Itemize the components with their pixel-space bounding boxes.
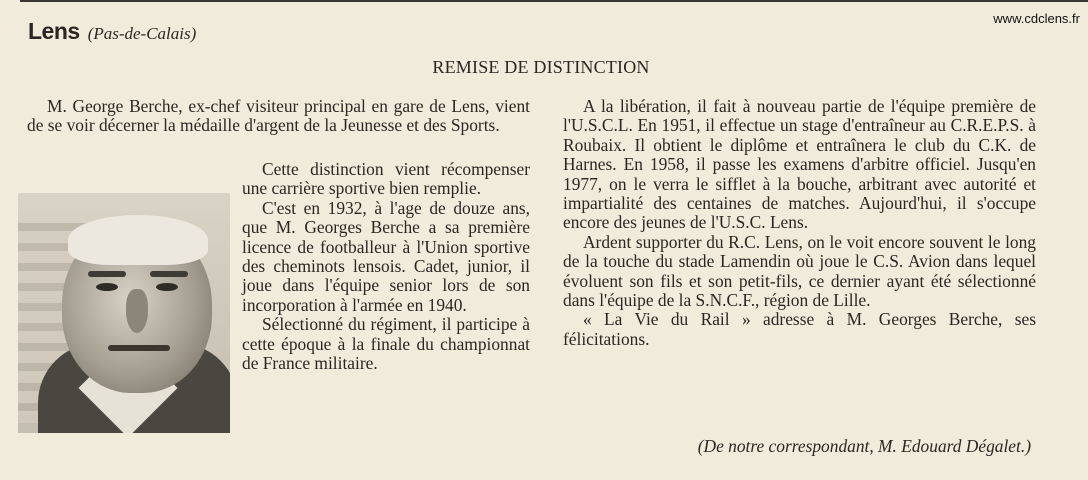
portrait-photo (18, 193, 230, 433)
article-lead (27, 97, 530, 136)
top-rule (20, 0, 1088, 2)
lead-paragraph: M. George Berche, ex-chef visiteur principal en gare de Lens, vient de se voir décerner la médaille d'argent de la Jeunesse et des Sports. (27, 96, 530, 136)
paragraph: C'est en 1932, à l'age de douze ans, que M. Georges Berche a sa première licence de footballeur à l'Union sportive des cheminots lensois. Cadet, junior, il joue dans l'équipe senior lors de son incorporation à l'armée en 1940. (242, 197, 530, 315)
byline: (De notre correspondant, M. Edouard Dégalet.) (697, 436, 1031, 456)
paragraph: Ardent supporter du R.C. Lens, on le voit encore souvent le long de la touche du stade Lamendin où joue le C.S. Avion dans lequel évoluent son fils et son petit-fils, ce dernier ayant été sélectionné dans l'équipe de la S.N.C.F., région de Lille. (563, 231, 1036, 311)
article-title: REMISE DE DISTINCTION (432, 57, 650, 77)
paragraph: Cette distinction vient récompenser une carrière sportive bien remplie. (242, 159, 530, 199)
header (28, 18, 196, 45)
watermark: www.cdclens.fr (993, 11, 1080, 26)
city-name: Lens (28, 18, 80, 44)
region-name: (Pas-de-Calais) (87, 24, 197, 43)
paragraph: A la libération, il fait à nouveau partie de l'équipe première de l'U.S.C.L. En 1951, il effectue un stage d'entraîneur au C.R.E.P.S. à Roubaix. Il obtient le diplôme et entraînera le club du C.K. de Harnes. En 1958, il passe les examens d'arbitre officiel. Jusqu'en 1977, on le verra le sifflet à la bouche, arbitrant avec autorité et impartialité des centaines de matches. Aujourd'hui, il s'occupe encore des jeunes de l'U.S.C. Lens. (563, 96, 1036, 233)
paragraph: « La Vie du Rail » adresse à M. Georges Berche, ses félicitations. (563, 309, 1036, 349)
left-column (242, 160, 530, 373)
right-column (563, 97, 1036, 349)
paragraph: Sélectionné du régiment, il participe à cette époque à la finale du championnat de France militaire. (242, 314, 530, 374)
